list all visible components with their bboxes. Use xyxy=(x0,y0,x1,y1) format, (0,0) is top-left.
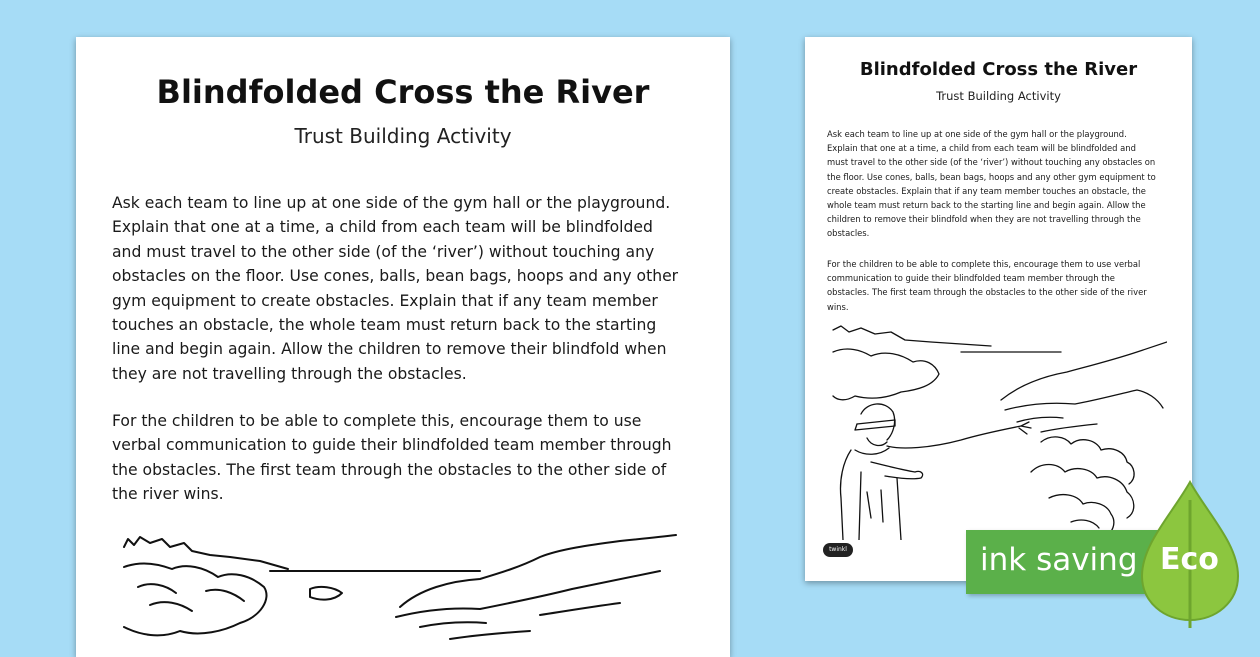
instructions-paragraph-2: For the children to be able to complete this, encourage them to use verbal communication to guide their blindfolded team member through the obstacles. The first team through the obstacles to the other side of the river wins. xyxy=(112,412,672,504)
worksheet-title-small: Blindfolded Cross the River xyxy=(859,59,1138,80)
worksheet-subtitle-small: Trust Building Activity xyxy=(936,89,1061,103)
instructions-paragraph-1: Ask each team to line up at one side of the gym hall or the playground. Explain that one at a time, a child from each team will be blindfolded and must travel to the other side (of the ‘river’) without touching any obstacles on the floor. Use cones, balls, bean bags, hoops and any other gym equipment to create obstacles. Explain that if any team member touches an obstacle, the whole team must return back to the starting line and begin again. Allow the children to remove their blindfold when they are not travelling through the obstacles. xyxy=(112,194,679,383)
worksheet-page-large xyxy=(76,37,730,657)
ink-saving-label: ink saving xyxy=(980,542,1138,578)
worksheet-title: Blindfolded Cross the River xyxy=(156,73,650,111)
twinkl-logo: twinkl xyxy=(823,543,853,557)
instructions-paragraph-1-small: Ask each team to line up at one side of the gym hall or the playground. Explain that one at a time, a child from each team will be blindfolded and must travel to the other side (of the ‘river’) without touching any obstacles on the floor. Use cones, balls, bean bags, hoops and any other gym equipment to create obstacles. Explain that if any team member touches an obstacle, the whole team must return back to the starting line and begin again. Allow the children to remove their blindfold when they are not travelling through the obstacles. xyxy=(827,129,1156,239)
eco-badge xyxy=(966,480,1246,630)
ink-saving-banner xyxy=(966,530,1166,594)
instructions-paragraph-2-small: For the children to be able to complete this, encourage them to use verbal communication to guide their blindfolded team member through the obstacles. The first team through the obstacles to the other side of the river wins. xyxy=(827,259,1147,312)
worksheet-subtitle: Trust Building Activity xyxy=(294,124,512,148)
river-scene-illustration xyxy=(120,527,680,657)
eco-label: Eco xyxy=(1160,542,1219,577)
